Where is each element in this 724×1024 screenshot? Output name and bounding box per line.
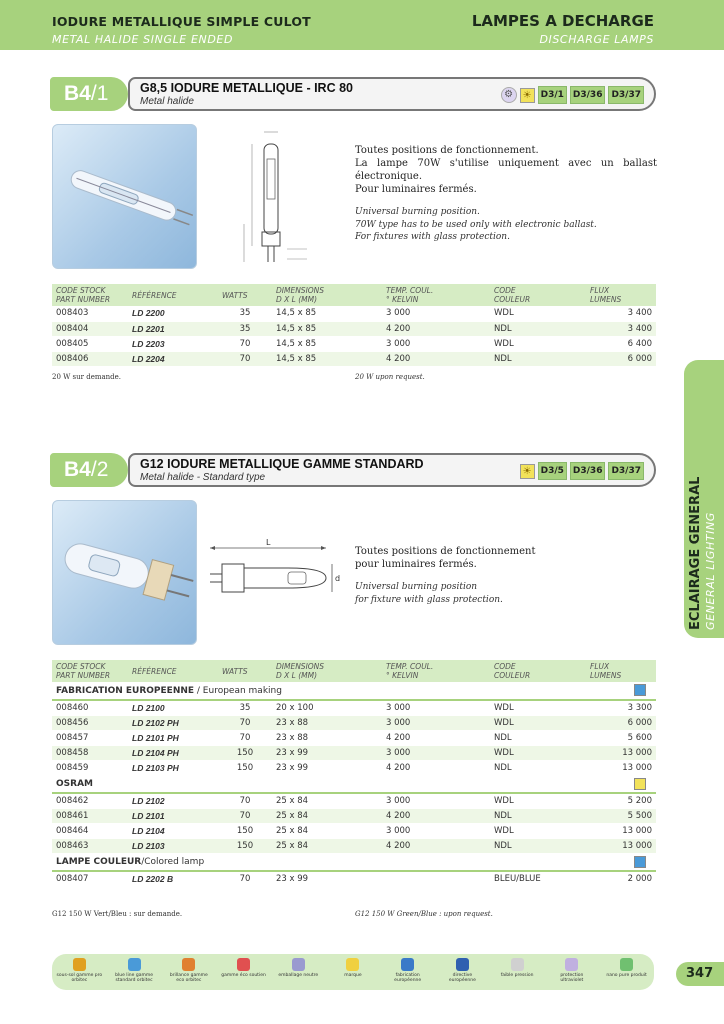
cell-color: NDL: [490, 760, 586, 775]
desc-en-line: 70W type has to be used only with electronic ballast.: [355, 219, 597, 230]
cell-ref: LD 2100: [128, 700, 218, 715]
desc-fr-line: La lampe 70W s'utilise uniquement avec un ballast électronique.: [355, 158, 657, 182]
group-label: FABRICATION EUROPEENNE: [56, 685, 195, 696]
table-row: [52, 730, 656, 745]
section1-subtitle: Metal halide: [140, 96, 194, 107]
cell-dims: 23 x 88: [272, 715, 382, 730]
gear-icon: ⚙: [501, 87, 517, 103]
desc-en-line: Universal burning position.: [355, 207, 480, 217]
table-row: [52, 871, 656, 886]
cell-color: WDL: [490, 793, 586, 808]
section1-title-box: [128, 77, 656, 111]
sun-icon: ☀: [520, 88, 535, 103]
section1-title: G8,5 IODURE METALLIQUE - IRC 80: [140, 81, 353, 95]
cell-code: 008463: [52, 838, 128, 853]
cell-watts: 150: [218, 823, 272, 838]
cell-color: WDL: [490, 745, 586, 760]
legend-label: directive européenne: [448, 973, 476, 983]
group-marker-icon: [634, 778, 646, 790]
table-row: [52, 808, 656, 823]
cell-dims: 14,5 x 85: [272, 351, 382, 366]
lamp-photo: [52, 500, 197, 645]
col-code: CODE STOCK PART NUMBER: [52, 284, 128, 306]
group-label-en: /Colored lamp: [141, 856, 205, 867]
table-row: [52, 321, 656, 336]
side-tab-subtitle: GENERAL LIGHTING: [704, 512, 717, 630]
legend-label: emballage neutre: [278, 973, 319, 978]
cell-code: 008458: [52, 745, 128, 760]
section2-title: G12 IODURE METALLIQUE GAMME STANDARD: [140, 457, 424, 471]
cell-dims: 25 x 84: [272, 823, 382, 838]
cell-watts: 70: [218, 730, 272, 745]
cell-flux: 6 000: [586, 351, 656, 366]
cell-temp: 4 200: [382, 838, 490, 853]
lamp-g12-image: [53, 501, 197, 645]
legend-label: fabrication européenne: [394, 973, 422, 983]
header-left-subtitle: METAL HALIDE SINGLE ENDED: [52, 33, 234, 46]
lamp-photo: [52, 124, 197, 269]
cell-temp: 4 200: [382, 351, 490, 366]
section2-icons: [520, 462, 644, 480]
desc-en: [355, 581, 657, 606]
cell-color: WDL: [490, 715, 586, 730]
cell-temp: 3 000: [382, 306, 490, 321]
legend-item: [494, 958, 540, 978]
cell-ref: LD 2101 PH: [128, 730, 218, 745]
section2-note-en: G12 150 W Green/Blue : upon request.: [355, 910, 493, 918]
cell-color: NDL: [490, 730, 586, 745]
table-row: [52, 336, 656, 351]
table-row: [52, 700, 656, 715]
cell-color: WDL: [490, 336, 586, 351]
legend-label: sous-sol gamme pro orbitec: [56, 973, 103, 983]
cell-watts: 70: [218, 351, 272, 366]
col-ref: RÉFÉRENCE: [128, 284, 218, 306]
legend-symbol-icon: [565, 958, 578, 971]
cell-code: 008456: [52, 715, 128, 730]
section2-note-fr: G12 150 W Vert/Bleu : sur demande.: [52, 910, 183, 918]
col-flux: FLUX LUMENS: [586, 660, 656, 682]
cell-dims: 23 x 99: [272, 871, 382, 886]
cell-dims: 23 x 99: [272, 745, 382, 760]
lamp-g12-dimension-drawing: [208, 538, 343, 608]
cell-temp: 3 000: [382, 793, 490, 808]
cell-ref: LD 2200: [128, 306, 218, 321]
col-dims: DIMENSIONS D X L (MM): [272, 284, 382, 306]
desc-en-line: For fixtures with glass protection.: [355, 232, 510, 242]
cell-color: NDL: [490, 808, 586, 823]
cell-temp: 3 000: [382, 715, 490, 730]
legend-label: faible pression: [500, 973, 534, 978]
cell-flux: 13 000: [586, 838, 656, 853]
legend-item: [111, 958, 157, 983]
cell-temp: 3 000: [382, 745, 490, 760]
desc-en-line: Universal burning position: [355, 582, 478, 592]
cell-dims: 25 x 84: [272, 838, 382, 853]
section1-table: [52, 284, 656, 367]
cell-dims: 14,5 x 85: [272, 306, 382, 321]
cell-watts: 35: [218, 306, 272, 321]
cell-temp: 4 200: [382, 760, 490, 775]
cell-flux: 13 000: [586, 745, 656, 760]
header-right-subtitle: DISCHARGE LAMPS: [539, 33, 654, 46]
cell-dims: 20 x 100: [272, 700, 382, 715]
legend-label: brillance gamme eco orbitec: [169, 973, 208, 983]
desc-fr-line: Pour luminaires fermés.: [355, 184, 477, 195]
cell-color: BLEU/BLUE: [490, 871, 586, 886]
col-flux: FLUX LUMENS: [586, 284, 656, 306]
legend-symbol-icon: [128, 958, 141, 971]
cell-code: 008457: [52, 730, 128, 745]
cell-temp: 3 000: [382, 823, 490, 838]
cell-code: 008462: [52, 793, 128, 808]
table-group-row: [52, 775, 656, 793]
cell-watts: 150: [218, 838, 272, 853]
cell-dims: 14,5 x 85: [272, 336, 382, 351]
group-label-en: / European making: [194, 685, 282, 696]
cell-dims: 25 x 84: [272, 808, 382, 823]
table-group-row: [52, 853, 656, 871]
cell-ref: LD 2201: [128, 321, 218, 336]
col-watts: WATTS: [218, 284, 272, 306]
table-header-row: [52, 660, 656, 682]
table-row: [52, 760, 656, 775]
tag-d3: D3/36: [570, 86, 606, 104]
cell-flux: 6 000: [586, 715, 656, 730]
legend-symbol-icon: [511, 958, 524, 971]
legend-item: [221, 958, 267, 978]
table-row: [52, 838, 656, 853]
cell-color: WDL: [490, 306, 586, 321]
col-temp: TEMP. COUL. ° KELVIN: [382, 660, 490, 682]
table-header-row: [52, 284, 656, 306]
legend-symbol-icon: [456, 958, 469, 971]
cell-flux: 2 000: [586, 871, 656, 886]
legend-item: [275, 958, 321, 978]
cell-code: 008464: [52, 823, 128, 838]
header-left-title: IODURE METALLIQUE SIMPLE CULOT: [52, 14, 311, 29]
legend-label: protection ultraviolet: [560, 973, 584, 983]
cell-temp: 4 200: [382, 808, 490, 823]
desc-fr-line: pour luminaires fermés.: [355, 559, 477, 570]
table-group-row: [52, 682, 656, 700]
legend-label: gamme éco soutien: [221, 973, 266, 978]
tag-d3: D3/37: [608, 86, 644, 104]
legend-item: [385, 958, 431, 983]
legend-symbol-icon: [73, 958, 86, 971]
section1-icons: [501, 86, 644, 104]
cell-code: 008460: [52, 700, 128, 715]
section2-badge: B4/2: [50, 453, 128, 487]
cell-code: 008404: [52, 321, 128, 336]
group-marker-icon: [634, 684, 646, 696]
cell-code: 008405: [52, 336, 128, 351]
cell-flux: 13 000: [586, 823, 656, 838]
table-row: [52, 745, 656, 760]
cell-watts: 70: [218, 793, 272, 808]
cell-temp: 4 200: [382, 321, 490, 336]
legend-label: marque: [344, 973, 362, 978]
desc-fr-line: Toutes positions de fonctionnement.: [355, 145, 539, 156]
col-ref: RÉFÉRENCE: [128, 660, 218, 682]
tag-d3: D3/37: [608, 462, 644, 480]
section2-title-box: [128, 453, 656, 487]
cell-watts: 70: [218, 871, 272, 886]
diagram-label-d: d: [335, 574, 341, 583]
tag-d3: D3/36: [570, 462, 606, 480]
cell-temp: [382, 871, 490, 886]
col-dims: DIMENSIONS D X L (MM): [272, 660, 382, 682]
cell-ref: LD 2102: [128, 793, 218, 808]
cell-temp: 4 200: [382, 730, 490, 745]
cell-flux: 3 300: [586, 700, 656, 715]
cell-flux: 5 200: [586, 793, 656, 808]
cell-watts: 35: [218, 321, 272, 336]
desc-en: [355, 206, 657, 244]
legend-item: [549, 958, 595, 983]
tag-d3: D3/5: [538, 462, 567, 480]
page-header: [0, 0, 724, 50]
group-marker-icon: [634, 856, 646, 868]
legend-symbol-icon: [346, 958, 359, 971]
cell-ref: LD 2203: [128, 336, 218, 351]
col-watts: WATTS: [218, 660, 272, 682]
cell-dims: 25 x 84: [272, 793, 382, 808]
section1-note-fr: 20 W sur demande.: [52, 373, 122, 381]
cell-ref: LD 2101: [128, 808, 218, 823]
cell-watts: 35: [218, 700, 272, 715]
legend-item: [330, 958, 376, 978]
table-row: [52, 351, 656, 366]
header-right-title: LAMPES A DECHARGE: [471, 12, 654, 30]
cell-flux: 13 000: [586, 760, 656, 775]
sun-icon: ☀: [520, 464, 535, 479]
legend-item: [56, 958, 102, 983]
legend-label: blue line gamme standard orbitec: [115, 973, 153, 983]
cell-code: 008403: [52, 306, 128, 321]
legend-symbol-icon: [401, 958, 414, 971]
table-row: [52, 823, 656, 838]
cell-watts: 150: [218, 760, 272, 775]
table-row: [52, 306, 656, 321]
cell-color: NDL: [490, 838, 586, 853]
col-temp: TEMP. COUL. ° KELVIN: [382, 284, 490, 306]
cell-temp: 3 000: [382, 336, 490, 351]
cell-ref: LD 2103 PH: [128, 760, 218, 775]
lamp-g85-dimension-drawing: [232, 124, 322, 269]
col-color: CODE COULEUR: [490, 660, 586, 682]
table-row: [52, 793, 656, 808]
col-code: CODE STOCK PART NUMBER: [52, 660, 128, 682]
cell-dims: 23 x 88: [272, 730, 382, 745]
cell-ref: LD 2103: [128, 838, 218, 853]
cell-ref: LD 2104 PH: [128, 745, 218, 760]
cell-temp: 3 000: [382, 700, 490, 715]
section2-header: [50, 453, 656, 489]
side-tab-title: ECLAIRAGE GENERAL: [688, 476, 703, 630]
lamp-g85-image: [53, 125, 197, 269]
cell-code: 008461: [52, 808, 128, 823]
table-row: [52, 715, 656, 730]
section1-header: [50, 77, 656, 113]
group-label: LAMPE COULEUR: [56, 856, 142, 867]
cell-watts: 70: [218, 808, 272, 823]
cell-flux: 5 500: [586, 808, 656, 823]
cell-flux: 3 400: [586, 321, 656, 336]
cell-flux: 6 400: [586, 336, 656, 351]
legend-item: [604, 958, 650, 978]
cell-ref: LD 2202 B: [128, 871, 218, 886]
cell-watts: 70: [218, 715, 272, 730]
section1-description: [355, 144, 657, 244]
cell-color: WDL: [490, 823, 586, 838]
legend-label: nano pure produit: [606, 973, 647, 978]
footer-legend: [52, 954, 654, 990]
desc-en-line: for fixture with glass protection.: [355, 594, 503, 605]
diagram-label-L: L: [266, 538, 271, 547]
legend-symbol-icon: [237, 958, 250, 971]
cell-watts: 150: [218, 745, 272, 760]
legend-symbol-icon: [292, 958, 305, 971]
tag-d3: D3/1: [538, 86, 567, 104]
page-number: 347: [676, 962, 724, 986]
section2-description: [355, 545, 657, 606]
desc-fr-line: Toutes positions de fonctionnement: [355, 546, 536, 557]
cell-color: NDL: [490, 321, 586, 336]
side-tab: [684, 360, 724, 638]
cell-code: 008459: [52, 760, 128, 775]
cell-color: WDL: [490, 700, 586, 715]
cell-watts: 70: [218, 336, 272, 351]
col-color: CODE COULEUR: [490, 284, 586, 306]
cell-ref: LD 2104: [128, 823, 218, 838]
cell-flux: 3 400: [586, 306, 656, 321]
cell-ref: LD 2204: [128, 351, 218, 366]
cell-flux: 5 600: [586, 730, 656, 745]
cell-code: 008407: [52, 871, 128, 886]
cell-code: 008406: [52, 351, 128, 366]
legend-item: [439, 958, 485, 983]
cell-dims: 14,5 x 85: [272, 321, 382, 336]
group-label: OSRAM: [56, 778, 93, 789]
cell-dims: 23 x 99: [272, 760, 382, 775]
section2-table: [52, 660, 656, 887]
legend-symbol-icon: [182, 958, 195, 971]
legend-item: [166, 958, 212, 983]
section2-subtitle: Metal halide - Standard type: [140, 472, 266, 483]
section1-badge: B4/1: [50, 77, 128, 111]
section1-note-en: 20 W upon request.: [355, 373, 425, 381]
cell-ref: LD 2102 PH: [128, 715, 218, 730]
cell-color: NDL: [490, 351, 586, 366]
legend-symbol-icon: [620, 958, 633, 971]
